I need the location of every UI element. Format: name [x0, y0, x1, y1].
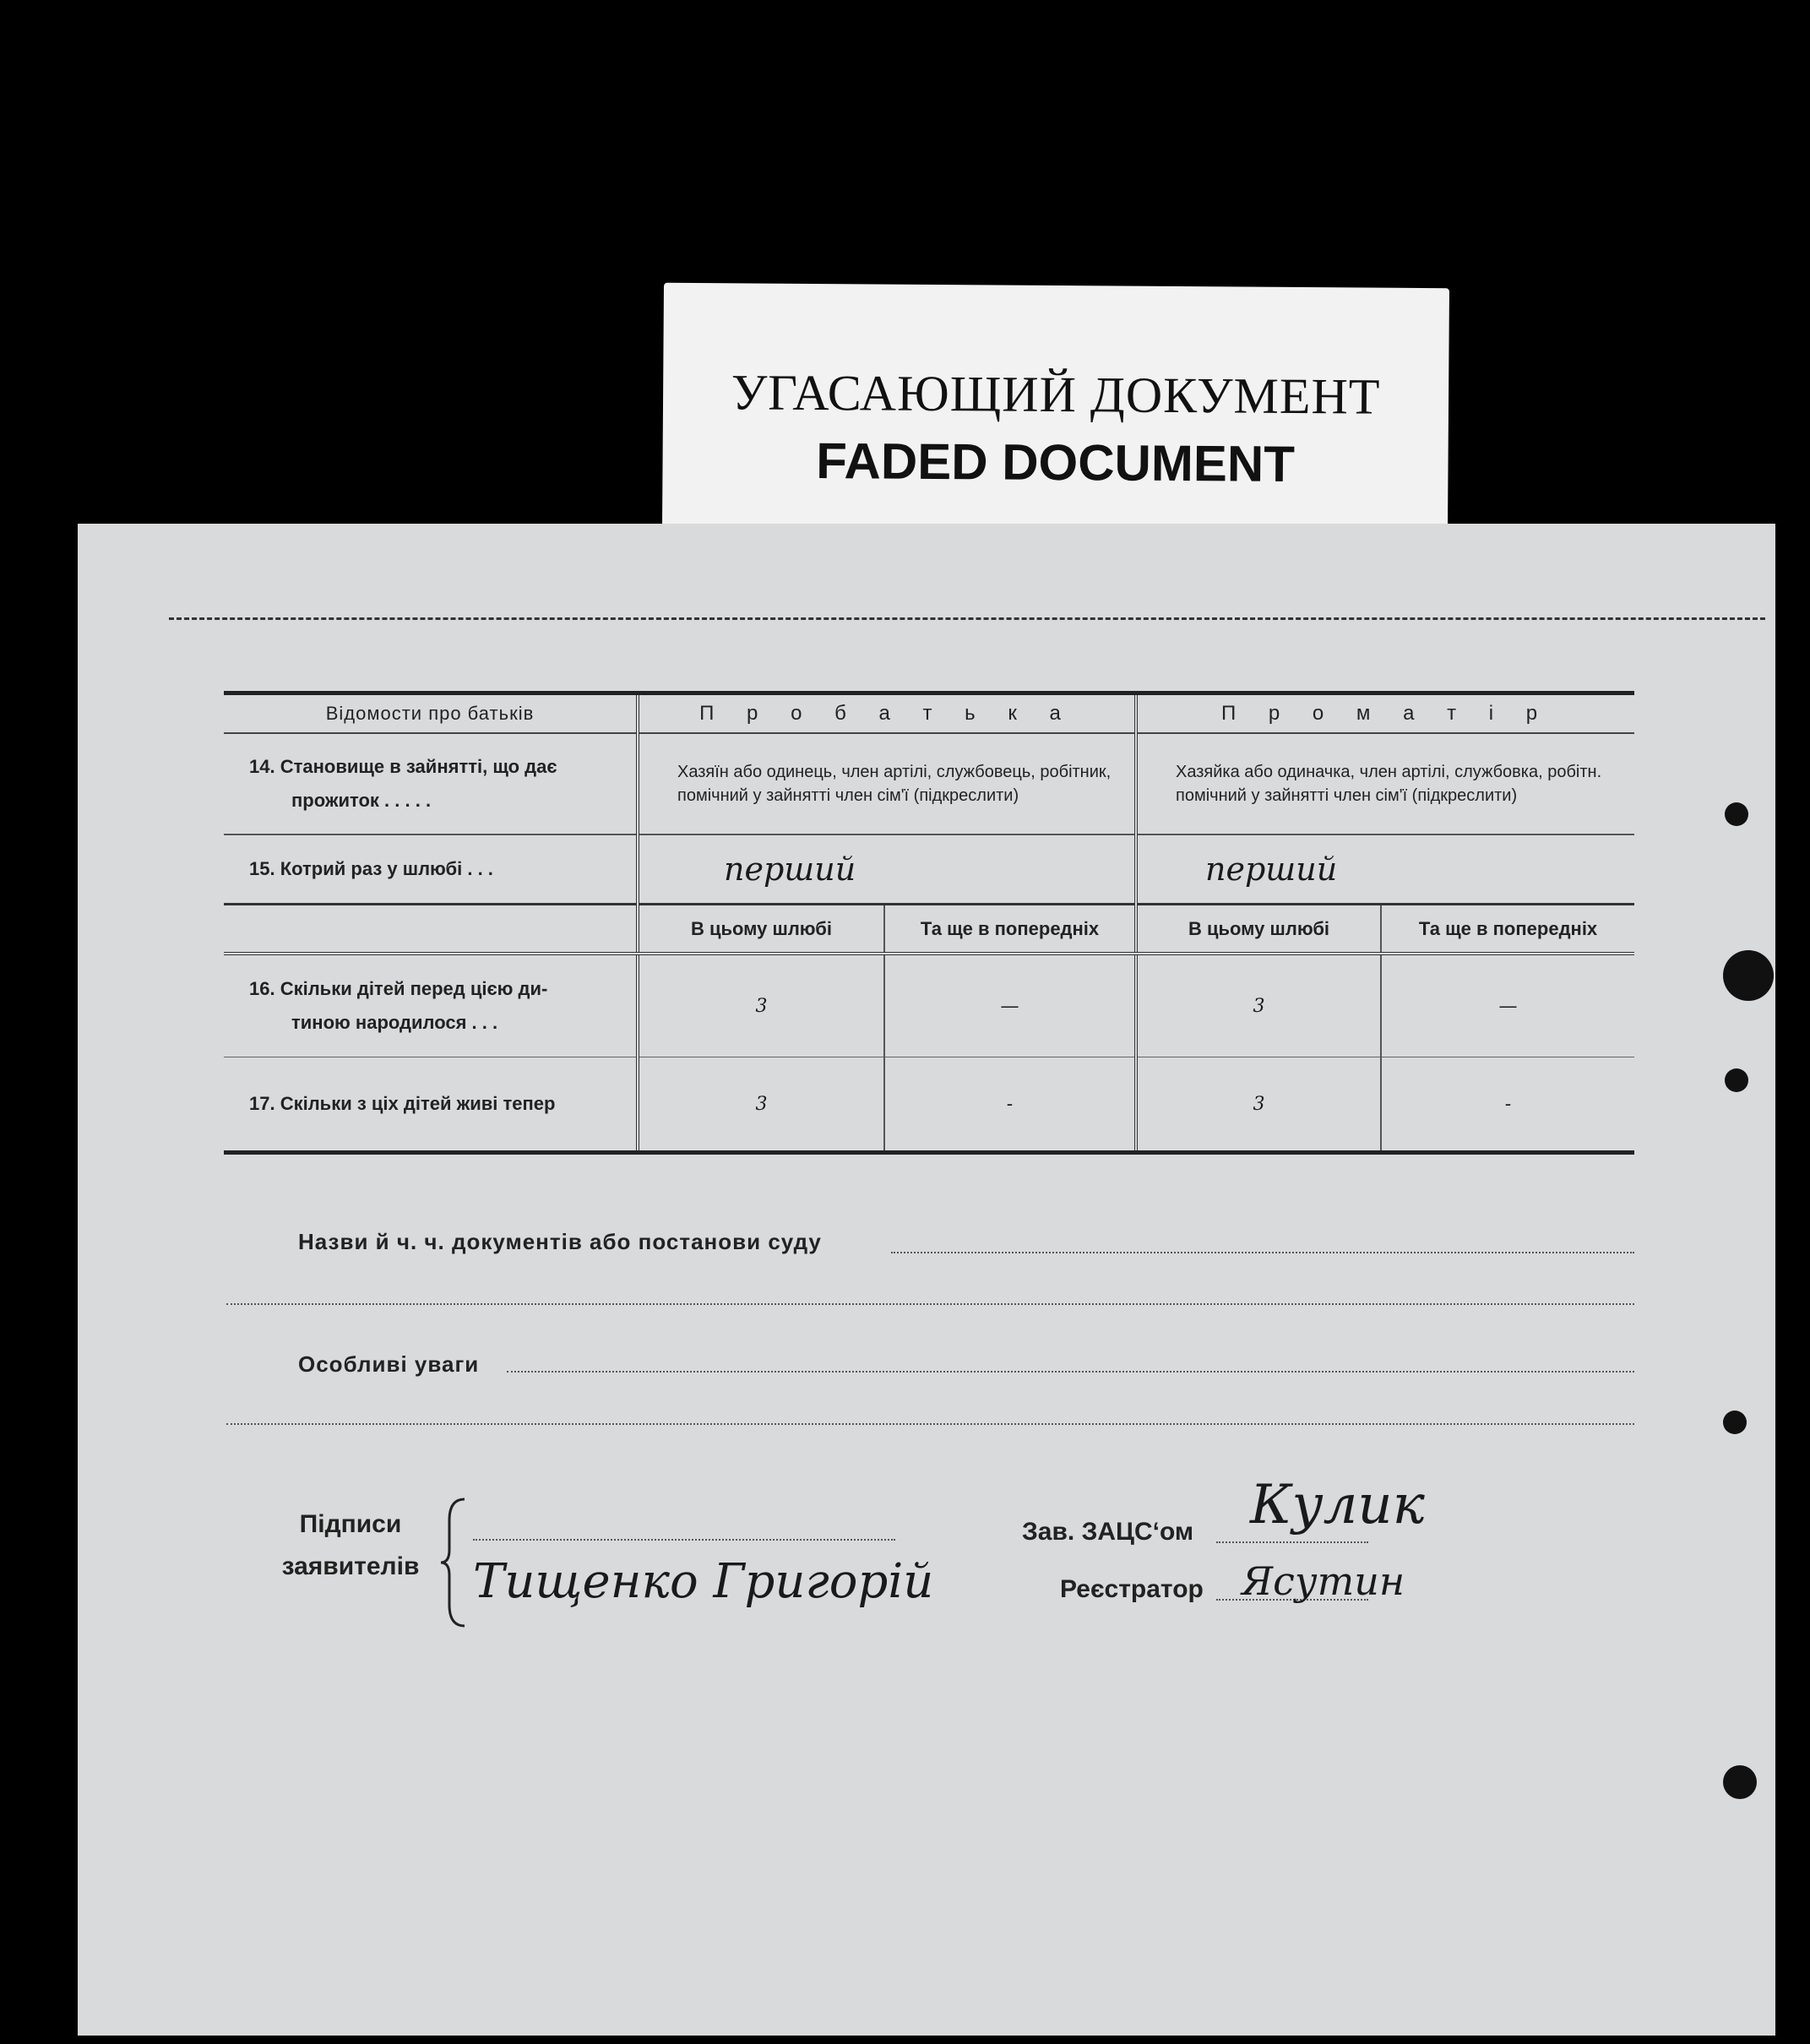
subhead-mother-previous: Та ще в попередніх — [1381, 905, 1634, 954]
head-dotted-line — [1216, 1541, 1368, 1543]
subhead-mother-current: В цьому шлюбі — [1136, 905, 1381, 954]
parents-info-table — [224, 691, 1634, 1155]
row-16-father-current: 3 — [638, 954, 884, 1057]
row-14-mother-value: Хазяйка або одиначка, член артілі, службовка, робітн. помічний у зайнятті член сім'ї (підкреслити) — [1136, 733, 1634, 834]
registrar-label: Реєстратор — [1060, 1575, 1204, 1603]
documents-dotted-line-2 — [226, 1303, 1634, 1305]
row-17-children-living — [224, 1057, 1634, 1153]
hole — [1723, 1411, 1747, 1434]
documents-label: Назви й ч. ч. документів або постанови суду — [298, 1229, 822, 1254]
row-16-children-born — [224, 954, 1634, 1057]
children-subheader-row — [224, 905, 1634, 954]
header-parents-info: Відомости про батьків — [224, 693, 638, 734]
row-14-label-line2: прожиток . . . . . — [291, 790, 432, 811]
hole — [1723, 1765, 1757, 1799]
row-14-label-line1: 14. Становище в зайнятті, що дає — [249, 756, 557, 777]
subhead-father-previous: Та ще в попередніх — [884, 905, 1136, 954]
header-about-mother: П р о м а т і р — [1136, 693, 1634, 734]
registrar-signature: Ясутин — [1242, 1558, 1405, 1604]
table-header-row — [224, 693, 1634, 734]
hole — [1725, 802, 1748, 826]
applicant-signature: Тищенко Григорій — [473, 1554, 934, 1609]
row-17-father-previous: - — [884, 1057, 1136, 1153]
applicants-signatures-label — [270, 1503, 431, 1588]
applicants-label-line1: Підписи — [299, 1510, 402, 1538]
notes-dotted-line — [507, 1371, 1634, 1373]
perforation-line — [169, 617, 1765, 620]
subhead-father-current: В цьому шлюбі — [638, 905, 884, 954]
notes-label: Особливі уваги — [298, 1351, 480, 1377]
head-label: Зав. ЗАЦС‘ом — [1022, 1518, 1194, 1546]
documents-dotted-line — [891, 1252, 1634, 1253]
row-17-mother-previous: - — [1381, 1057, 1634, 1153]
notes-dotted-line-2 — [226, 1423, 1634, 1425]
row-14-father-value: Хазяїн або одинець, член артілі, службовець, робітник, помічний у зайнятті член сім'ї (підкреслити) — [638, 733, 1136, 834]
row-16-mother-previous: — — [1381, 954, 1634, 1057]
applicants-label-line2: заявителів — [281, 1552, 420, 1580]
label-russian: УГАСАЮЩИЙ ДОКУМЕНТ — [731, 364, 1381, 425]
row-16-mother-current: 3 — [1136, 954, 1381, 1057]
row-15-marriage-count — [224, 834, 1634, 905]
label-english: FADED DOCUMENT — [815, 432, 1296, 492]
hole — [1725, 1068, 1748, 1092]
hole — [1723, 950, 1774, 1001]
row-14-occupation — [224, 733, 1634, 834]
row-17-label: 17. Скільки з ціх дітей живі тепер — [249, 1093, 556, 1114]
row-15-label: 15. Котрий раз у шлюбі . . . — [224, 834, 638, 905]
brace-icon — [439, 1495, 473, 1630]
header-about-father: П р о б а т ь к а — [638, 693, 1136, 734]
row-15-father-value: перший — [724, 851, 856, 888]
head-signature: Кулик — [1250, 1474, 1425, 1536]
faded-document-label — [662, 283, 1449, 533]
row-16-label-line2: тиною народилося . . . — [291, 1012, 498, 1033]
row-16-father-previous: — — [884, 954, 1136, 1057]
row-17-father-current: 3 — [638, 1057, 884, 1153]
row-16-label-line1: 16. Скільки дітей перед цією ди- — [249, 978, 548, 999]
row-17-mother-current: 3 — [1136, 1057, 1381, 1153]
applicant-dotted-line — [473, 1539, 895, 1541]
row-15-mother-value: перший — [1205, 851, 1338, 888]
